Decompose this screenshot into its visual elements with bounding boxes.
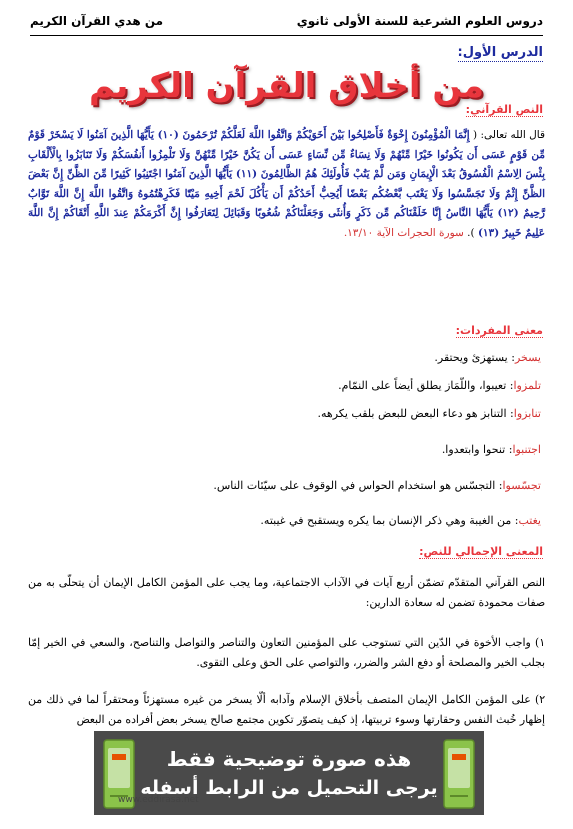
- vocab-section-label: معنى المفردات:: [455, 324, 543, 337]
- vocab-meaning: : تنحوا وابتعدوا.: [441, 443, 513, 456]
- explain-paragraph: ٢) على المؤمن الكامل الإيمان المتصف بأخلاق الإسلام وآدابه ألّا يسخر من غيره مستهزئاً ومحتقراً لما في ذلك من إظهار خُبث النفس وحقارتها وسوء تربيتها، إذ كيف يتصوّر تكوين مجتمع صالح يسخر بعض أفراده من البعض: [28, 693, 545, 726]
- vocab-word: تجسّسوا: [502, 479, 541, 492]
- vocab-item: [32, 443, 541, 456]
- quran-text: [28, 126, 545, 244]
- explain-paragraph: النص القرآني المتقدّم تضمّن أربع آيات في الآداب الاجتماعية، وما يجب على المؤمن الكامل الإيمان أن يتحلّى به من صفات محمودة تضمن له سعادة الدارين:: [28, 576, 545, 609]
- book-icon: [438, 736, 480, 812]
- vocab-meaning: : يستهزئ ويحتقر.: [434, 351, 515, 364]
- vocab-meaning: : من الغيبة وهي ذكر الإنسان بما يكره ويستقبح في غيبته.: [260, 514, 519, 527]
- vocab-word: يسخر: [514, 351, 541, 364]
- quran-reference: سورة الحجرات الآية ١٣/١٠.: [343, 226, 464, 239]
- quran-section-label: النص القرآني:: [465, 103, 543, 116]
- vocab-item: [32, 514, 541, 527]
- banner-line-2: يرجى التحميل من الرابط أسفله: [140, 777, 438, 799]
- vocab-word: تلمزوا: [513, 379, 541, 392]
- quran-verses: إِنَّمَا الْمُؤْمِنُونَ إِخْوَةٌ فَأَصْلِحُوا بَيْنَ أَخَوَيْكُمْ وَاتَّقُوا اللَّهَ لَعَلَّكُمْ تُرْحَمُونَ (١٠) يَأَيُّهَا الَّذِينَ آمَنُوا لَا يَسْخَرْ قَوْمٌ مِّن قَوْمٍ عَسَى أَن يَكُونُوا خَيْرًا مِّنْهُمْ وَلَا نِسَاءٌ مِّن نِّسَاءٍ عَسَى أَن يَكُنَّ خَيْرًا مِّنْهُنَّ وَلَا تَلْمِزُوا أَنفُسَكُمْ وَلَا تَنَابَزُوا بِالْأَلْقَابِ بِئْسَ الِاسْمُ الْفُسُوقُ بَعْدَ الْإِيمَانِ وَمَن لَّمْ يَتُبْ فَأُولَئِكَ هُمُ الظَّالِمُونَ (١١) يَأَيُّهَا الَّذِينَ آمَنُوا اجْتَنِبُوا كَثِيرًا مِّنَ الظَّنِّ إِنَّ بَعْضَ الظَّنِّ إِثْمٌ وَلَا تَجَسَّسُوا وَلَا يَغْتَب بَّعْضُكُم بَعْضًا أَيُحِبُّ أَحَدُكُمْ أَن يَأْكُلَ لَحْمَ أَخِيهِ مَيْتًا فَكَرِهْتُمُوهُ وَاتَّقُوا اللَّهَ إِنَّ اللَّهَ تَوَّابٌ رَّحِيمٌ (١٢) يَأَيُّهَا النَّاسُ إِنَّا خَلَقْنَاكُم مِّن ذَكَرٍ وَأُنثَى وَجَعَلْنَاكُمْ شُعُوبًا وَقَبَائِلَ لِتَعَارَفُوا إِنَّ أَكْرَمَكُمْ عِندَ اللَّهِ أَتْقَاكُمْ إِنَّ اللَّهَ عَلِيمٌ خَبِيرٌ (١٣): [28, 129, 546, 239]
- header-unit-title: من هدي القرآن الكريم: [30, 14, 164, 28]
- banner-line-1: هذه صورة توضيحية فقط: [166, 747, 412, 771]
- vocab-meaning: : تعيبوا، واللّمَاز يطلق أيضاً على النمّام.: [338, 379, 514, 392]
- lesson-number: الدرس الأول:: [457, 45, 543, 60]
- quran-close: ).: [463, 226, 478, 239]
- vocab-item: [32, 379, 541, 392]
- explain-section-label: المعنى الإجمالي للنص:: [419, 545, 543, 558]
- vocab-item: [32, 351, 541, 364]
- vocab-word: يغتب: [518, 514, 541, 527]
- vocab-item: [32, 407, 541, 420]
- header-course-title: دروس العلوم الشرعية للسنة الأولى ثانوي: [296, 14, 543, 28]
- page-title: من أخلاق القرآن الكريم: [88, 66, 485, 106]
- vocab-word: اجتنبوا: [512, 443, 541, 456]
- footer-url[interactable]: www.eddirasa.net: [118, 795, 199, 805]
- vocab-meaning: : التجسّس هو استخدام الحواس في الوقوف على سيّئات الناس.: [213, 479, 503, 492]
- explain-paragraph: ١) واجب الأخوة في الدّين التي تستوجب على المؤمنين التعاون والتناصر والتواصل والتناصح، والسعي في الخير إمّا بجلب الخير والمصلحة أو دفع الشر والضرر، والتواصي على الحق وعلى التقوى.: [28, 636, 545, 669]
- vocab-item: [32, 479, 541, 492]
- vocab-meaning: : التنابز هو دعاء البعض للبعض بلقب يكرهه.: [317, 407, 514, 420]
- page-header: [30, 10, 543, 36]
- vocab-word: تنابزوا: [513, 407, 541, 420]
- quran-intro: قال الله تعالى: (: [469, 129, 545, 141]
